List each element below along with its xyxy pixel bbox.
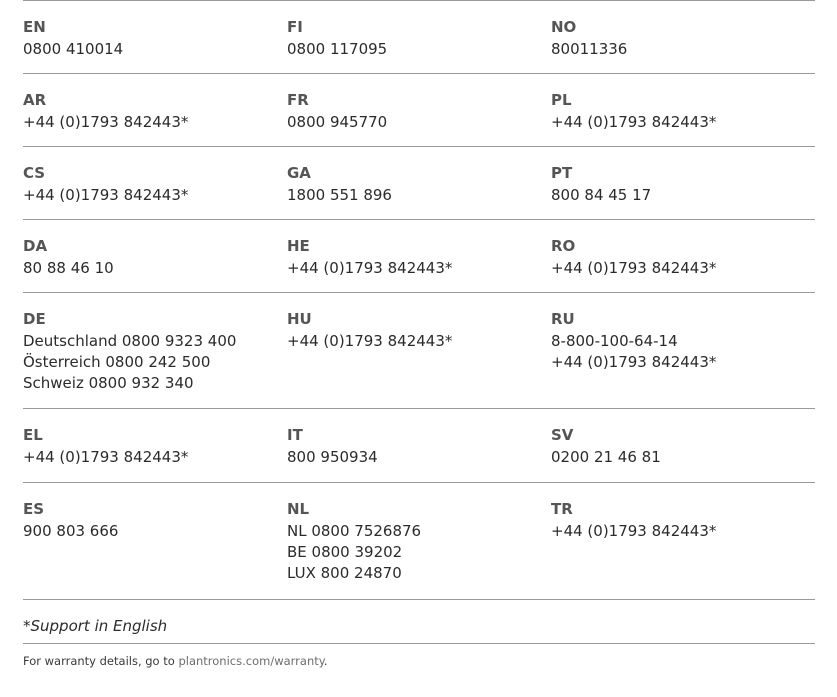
- country-code: EN: [23, 18, 46, 36]
- phone-number: BE 0800 39202: [287, 543, 403, 561]
- country-cell-sv: [551, 409, 815, 482]
- country-code: CS: [23, 164, 46, 182]
- warranty-link[interactable]: plantronics.com/warranty: [178, 654, 324, 668]
- country-cell-es: [23, 483, 287, 599]
- country-cell-el: [23, 409, 287, 482]
- table-row: [23, 409, 815, 482]
- country-code: RU: [551, 310, 575, 328]
- country-code: PL: [551, 91, 572, 109]
- country-cell-fi: [287, 1, 551, 73]
- phone-number: 800 950934: [287, 448, 378, 466]
- country-cell-da: [23, 220, 287, 292]
- phone-number: 80011336: [551, 40, 628, 58]
- country-code: AR: [23, 91, 47, 109]
- phone-number: +44 (0)1793 842443*: [551, 522, 717, 540]
- table-row: [23, 483, 815, 599]
- country-code: DA: [23, 237, 48, 255]
- country-code: SV: [551, 426, 574, 444]
- table-row: [23, 293, 815, 408]
- phone-number: 0200 21 46 81: [551, 448, 661, 466]
- country-code: TR: [551, 500, 573, 518]
- country-code: HU: [287, 310, 312, 328]
- phone-number: Deutschland 0800 9323 400: [23, 332, 237, 350]
- phone-number: 0800 410014: [23, 40, 124, 58]
- phone-number: 800 84 45 17: [551, 186, 652, 204]
- phone-number: 80 88 46 10: [23, 259, 114, 277]
- country-code: PT: [551, 164, 573, 182]
- country-cell-hu: [287, 293, 551, 408]
- country-cell-fr: [287, 74, 551, 146]
- country-cell-de: [23, 293, 287, 408]
- country-cell-ro: [551, 220, 815, 292]
- country-code: GA: [287, 164, 311, 182]
- phone-number: 0800 945770: [287, 113, 388, 131]
- country-cell-ga: [287, 147, 551, 219]
- phone-number: +44 (0)1793 842443*: [23, 113, 189, 131]
- country-code: HE: [287, 237, 310, 255]
- table-row: [23, 1, 815, 73]
- support-contact-sheet: [23, 0, 815, 668]
- warranty-footer: [23, 644, 815, 668]
- phone-number: Österreich 0800 242 500: [23, 353, 211, 371]
- country-code: NO: [551, 18, 577, 36]
- phone-number: 900 803 666: [23, 522, 119, 540]
- table-row: [23, 220, 815, 292]
- phone-number: +44 (0)1793 842443*: [551, 259, 717, 277]
- country-code: NL: [287, 500, 310, 518]
- country-cell-no: [551, 1, 815, 73]
- country-phone-table: [23, 1, 815, 600]
- phone-number: +44 (0)1793 842443*: [287, 259, 453, 277]
- phone-number: 0800 117095: [287, 40, 388, 58]
- table-row: [23, 147, 815, 219]
- support-note: *Support in English: [23, 617, 168, 635]
- country-code: RO: [551, 237, 576, 255]
- country-cell-en: [23, 1, 287, 73]
- phone-number: +44 (0)1793 842443*: [23, 186, 189, 204]
- country-code: FI: [287, 18, 303, 36]
- phone-number: +44 (0)1793 842443*: [551, 353, 717, 371]
- phone-number: 1800 551 896: [287, 186, 392, 204]
- country-cell-ru: [551, 293, 815, 408]
- country-cell-nl: [287, 483, 551, 599]
- country-cell-cs: [23, 147, 287, 219]
- country-code: EL: [23, 426, 43, 444]
- country-cell-pt: [551, 147, 815, 219]
- phone-number: +44 (0)1793 842443*: [23, 448, 189, 466]
- country-code: FR: [287, 91, 309, 109]
- country-cell-it: [287, 409, 551, 482]
- country-code: IT: [287, 426, 303, 444]
- country-code: DE: [23, 310, 46, 328]
- footer-suffix: .: [323, 654, 328, 668]
- table-row: [23, 74, 815, 146]
- phone-number: 8-800-100-64-14: [551, 332, 678, 350]
- phone-number: Schweiz 0800 932 340: [23, 374, 194, 392]
- phone-number: NL 0800 7526876: [287, 522, 422, 540]
- footer-prefix: For warranty details, go to: [23, 654, 179, 668]
- phone-number: +44 (0)1793 842443*: [287, 332, 453, 350]
- country-cell-he: [287, 220, 551, 292]
- phone-number: LUX 800 24870: [287, 564, 402, 582]
- country-cell-ar: [23, 74, 287, 146]
- country-cell-pl: [551, 74, 815, 146]
- country-cell-tr: [551, 483, 815, 599]
- phone-number: +44 (0)1793 842443*: [551, 113, 717, 131]
- country-code: ES: [23, 500, 45, 518]
